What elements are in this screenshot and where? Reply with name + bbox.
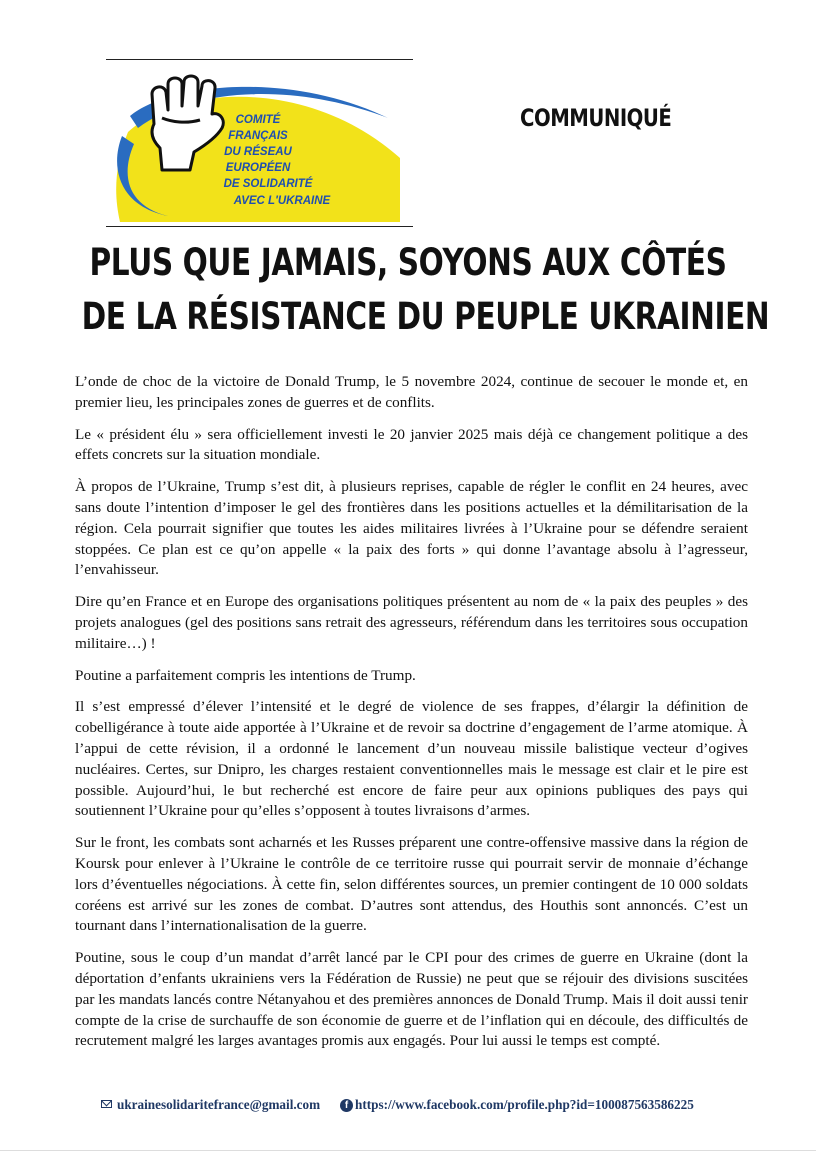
envelope-icon <box>101 1100 112 1108</box>
title-line-2: DE LA RÉSISTANCE DU PEUPLE UKRAINIEN <box>81 295 770 338</box>
page-footer <box>0 1097 816 1117</box>
paragraph: Le « président élu » sera officiellement investi le 20 janvier 2025 mais déjà ce changement politique a des effets concrets sur la situation mondiale. <box>75 425 748 464</box>
paragraph: Dire qu’en France et en Europe des organisations politiques présentent au nom de « la paix des peuples » des projets analogues (gel des positions sans retrait des agresseurs, référendum dans les territoires sous occupation militaire…) ! <box>75 593 748 652</box>
facebook-icon: f <box>340 1099 353 1112</box>
page-title <box>0 236 816 344</box>
title-line-1: PLUS QUE JAMAIS, SOYONS AUX CÔTÉS <box>89 241 727 284</box>
logo-line-5: DE SOLIDARITÉ <box>223 178 313 190</box>
fist-logo-graphic <box>108 66 408 222</box>
committee-logo <box>108 66 408 222</box>
paragraph: À propos de l’Ukraine, Trump s’est dit, à plusieurs reprises, capable de régler le conflit en 24 heures, avec sans doute l’intention d’imposer le gel des frontières dans les positions actuelles et la démilitarisation de la région. Cela pourrait signifier que toutes les aides militaires livrées à l’Ukraine pour se défendre seraient stoppées. Ce plan est ce qu’on appelle « la paix des forts » qui donne l’avantage absolu à l’agresseur, l’envahisseur. <box>75 478 748 579</box>
page-bottom-edge <box>0 1150 816 1151</box>
facebook-contact[interactable] <box>340 1097 694 1113</box>
header-rule-top <box>106 59 413 60</box>
logo-line-2: FRANÇAIS <box>228 130 288 142</box>
article-body <box>75 372 748 1063</box>
paragraph: Poutine, sous le coup d’un mandat d’arrêt lancé par le CPI pour des crimes de guerre en Ukraine (dont la déportation d’enfants ukrainiens vers la Fédération de Russie) ne peut que se réjouir des divisions suscitées par les mandats lancés contre Nétanyahou et des premières annonces de Donald Trump. Mais il doit aussi tenir compte de la crise de surchauffe de son économie de guerre et de l’inflation qui en découle, des difficultés de recrutement malgré les larges avantages promis aux engagés. Pour lui aussi le temps est compté. <box>75 949 748 1050</box>
email-contact[interactable] <box>101 1097 320 1113</box>
paragraph: Il s’est empressé d’élever l’intensité et le degré de violence de ses frappes, d’élargir la définition de cobelligérance à toute aide apportée à l’Ukraine et de revoir sa doctrine d’engagement de l’arme atomique. À l’appui de cette révision, il a ordonné le lancement d’un nouveau missile balistique vecteur d’ogives nucléaires. Certes, sur Dnipro, les charges restaient conventionnelles mais le message est clair et le pire est possible. Aujourd’hui, le but recherché est encore de faire peur aux opinions publiques des pays qui soutiennent l’Ukraine pour qu’elles s’opposent à toutes livraisons d’armes. <box>75 698 748 820</box>
facebook-link[interactable]: https://www.facebook.com/profile.php?id=100087563586225 <box>355 1097 694 1112</box>
email-link[interactable]: ukrainesolidaritefrance@gmail.com <box>117 1097 321 1112</box>
paragraph: Poutine a parfaitement compris les intentions de Trump. <box>75 666 416 684</box>
paragraph: Sur le front, les combats sont acharnés et les Russes préparent une contre-offensive massive dans la région de Koursk pour enlever à l’Ukraine le contrôle de ce territoire russe qui pourrait servir de monnaie d’échange lors d’éventuelles négociations. À cette fin, selon différentes sources, un premier contingent de 10 000 soldats coréens est arrivé sur les zones de combat. D’autres sont attendus, des Houthis sont annoncés. C’est un tournant dans l’internationalisation de la guerre. <box>75 834 748 935</box>
communique-label: COMMUNIQUÉ <box>520 104 672 132</box>
logo-line-1: COMITÉ <box>235 114 281 126</box>
logo-line-6: AVEC L'UKRAINE <box>233 195 331 207</box>
header-rule-bottom <box>106 226 413 227</box>
logo-line-4: EUROPÉEN <box>225 162 291 174</box>
paragraph: L’onde de choc de la victoire de Donald Trump, le 5 novembre 2024, continue de secouer le monde et, en premier lieu, les principales zones de guerres et de conflits. <box>75 373 748 411</box>
logo-line-3: DU RÉSEAU <box>224 146 292 158</box>
